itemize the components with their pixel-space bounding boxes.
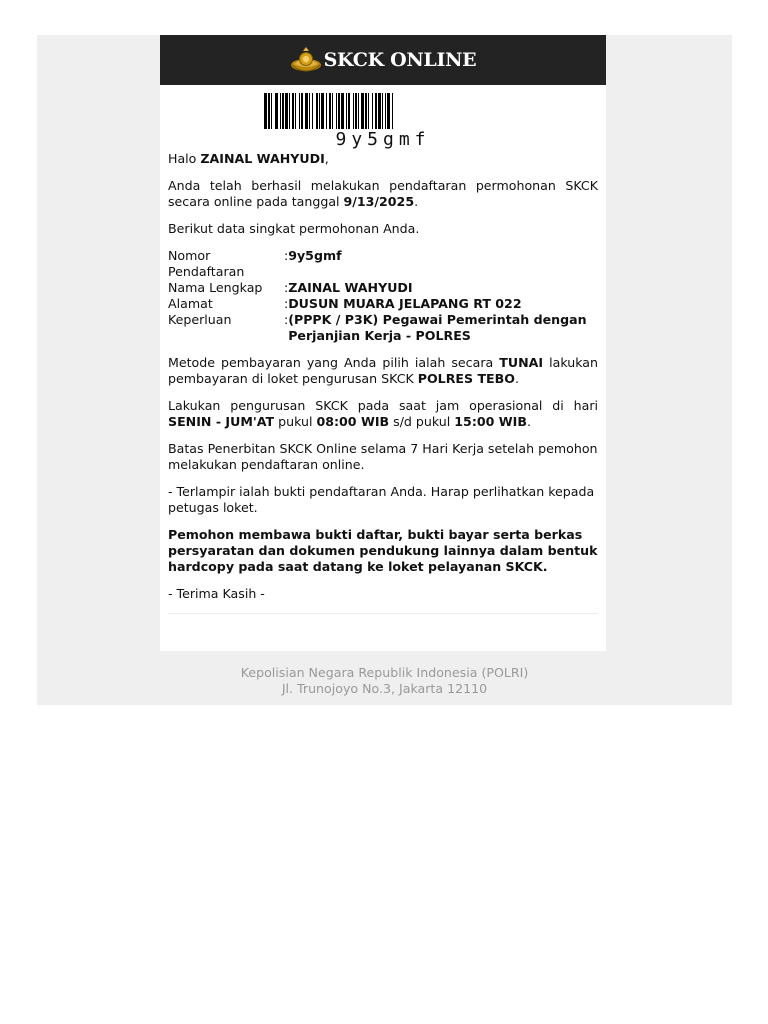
detail-row-full-name: Nama Lengkap : ZAINAL WAHYUDI xyxy=(168,280,598,296)
closing-line: - Terima Kasih - xyxy=(168,586,265,601)
footer-address: Jl. Trunojoyo No.3, Jakarta 12110 xyxy=(281,681,488,696)
operating-days: SENIN - JUM'AT xyxy=(168,414,275,429)
barcode-code: 9y5gmf xyxy=(335,129,431,150)
closing-time: 15:00 WIB xyxy=(454,414,527,429)
email-footer xyxy=(37,665,732,697)
service-office: POLRES TEBO xyxy=(417,371,515,386)
detail-value: (PPPK / P3K) Pegawai Pemerintah dengan Perjanjian Kerja - POLRES xyxy=(288,312,587,343)
detail-label: Nomor Pendaftaran xyxy=(168,248,245,279)
registration-date: 9/13/2025 xyxy=(343,194,415,209)
recipient-name: ZAINAL WAHYUDI xyxy=(200,151,325,166)
registration-details xyxy=(168,248,598,344)
detail-label: Nama Lengkap xyxy=(168,280,263,295)
barcode-graphic xyxy=(264,93,502,129)
email-card xyxy=(160,35,606,651)
detail-label: Alamat xyxy=(168,296,213,311)
divider xyxy=(168,613,598,614)
hours-paragraph: Lakukan pengurusan SKCK pada saat jam operasional di hari SENIN - JUM'AT pukul 08:00 WIB s/d pukul 15:00 WIB. xyxy=(168,398,598,429)
barcode-block xyxy=(160,93,606,151)
detail-row-address: Alamat : DUSUN MUARA JELAPANG RT 022 xyxy=(168,296,598,312)
detail-value: 9y5gmf xyxy=(288,248,342,263)
email-background xyxy=(37,35,732,705)
greeting: Halo ZAINAL WAHYUDI, xyxy=(168,151,329,166)
attachment-paragraph: - Terlampir ialah bukti pendaftaran Anda. Harap perlihatkan kepada petugas loket. xyxy=(168,484,595,515)
detail-label: Keperluan xyxy=(168,312,232,327)
detail-value: ZAINAL WAHYUDI xyxy=(288,280,413,295)
footer-org: Kepolisian Negara Republik Indonesia (POLRI) xyxy=(240,665,529,680)
police-emblem-icon xyxy=(290,46,322,74)
detail-row-purpose: Keperluan : (PPPK / P3K) Pegawai Pemerintah dengan Perjanjian Kerja - POLRES xyxy=(168,312,598,344)
email-header xyxy=(160,35,606,85)
detail-row-registration-number: Nomor Pendaftaran : 9y5gmf xyxy=(168,248,598,280)
payment-method: TUNAI xyxy=(499,355,544,370)
email-body xyxy=(160,151,606,614)
payment-paragraph: Metode pembayaran yang Anda pilih ialah secara TUNAI lakukan pembayaran di loket pengurusan SKCK POLRES TEBO. xyxy=(168,355,598,386)
detail-value: DUSUN MUARA JELAPANG RT 022 xyxy=(288,296,522,311)
notice-paragraph: Pemohon membawa bukti daftar, bukti bayar serta berkas persyaratan dan dokumen pendukung lainnya dalam bentuk hardcopy pada saat datang ke loket pelayanan SKCK. xyxy=(168,527,598,574)
brand-logo xyxy=(290,46,477,74)
deadline-paragraph: Batas Penerbitan SKCK Online selama 7 Hari Kerja setelah pemohon melakukan pendaftaran online. xyxy=(168,441,598,472)
opening-time: 08:00 WIB xyxy=(316,414,390,429)
summary-intro: Berikut data singkat permohonan Anda. xyxy=(168,221,420,236)
brand-name: SKCK ONLINE xyxy=(323,49,477,71)
intro-paragraph: Anda telah berhasil melakukan pendaftaran permohonan SKCK secara online pada tanggal 9/13/2025. xyxy=(168,178,598,209)
